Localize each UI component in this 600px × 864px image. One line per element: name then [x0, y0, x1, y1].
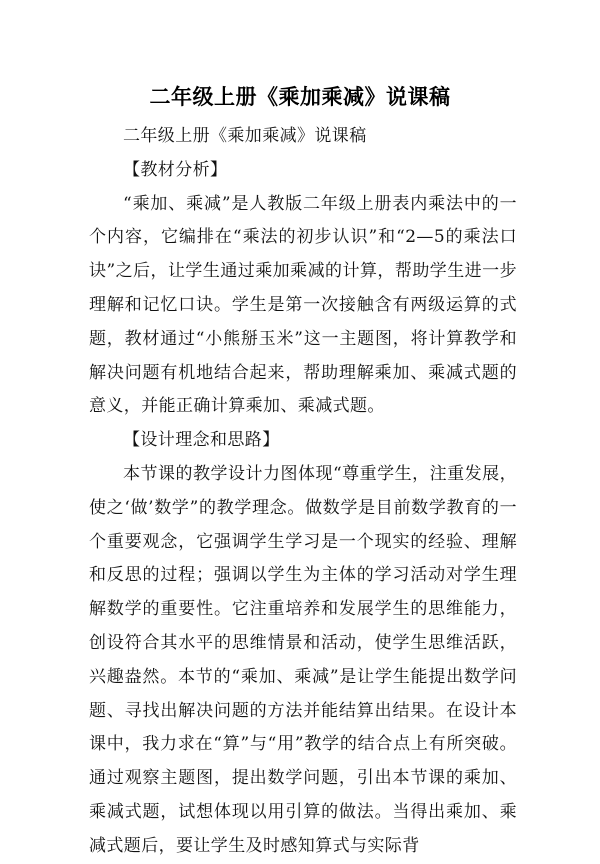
section-heading-design: 【设计理念和思路】 [123, 430, 280, 451]
section-heading-materials: 【教材分析】 [123, 159, 228, 180]
document-subtitle: 二年级上册《乘加乘减》说课稿 [123, 126, 367, 146]
paragraph-materials-analysis: “乘加、乘减”是人教版二年级上册表内乘法中的一个内容，它编排在“乘法的初步认识”和“2—5的乘法口诀”之后，让学生通过乘加乘减的计算，帮助学生进一步理解和记忆口诀。学生是第一次接触含有两级运算的式题，教材通过“小熊掰玉米”这一主题图，将计算教学和解决问题有机地结合起来，帮助理解乘加、乘减式题的意义，并能正确计算乘加、乘减式题。 [89, 193, 517, 417]
document-title: 二年级上册《乘加乘减》说课稿 [149, 85, 451, 109]
paragraph-design-concept: 本节课的教学设计力图体现“尊重学生，注重发展，使之‘做’数学”的教学理念。做数学是目前数学教育的一个重要观念，它强调学生学习是一个现实的经验、理解和反思的过程；强调以学生为主体的学习活动对学生理解数学的重要性。它注重培养和发展学生的思维能力，创设符合其水平的思维情景和活动，使学生思维活跃，兴趣盎然。本节的“乘加、乘减”是让学生能提出数学问题、寻找出解决问题的方法并能结算出结果。在设计本课中，我力求在“算”与“用”教学的结合点上有所突破。通过观察主题图，提出数学问题，引出本节课的乘加、乘减式题，试想体现以用引算的做法。当得出乘加、乘减式题后，要让学生及时感知算式与实际背 [89, 463, 517, 856]
document-body [89, 120, 517, 864]
